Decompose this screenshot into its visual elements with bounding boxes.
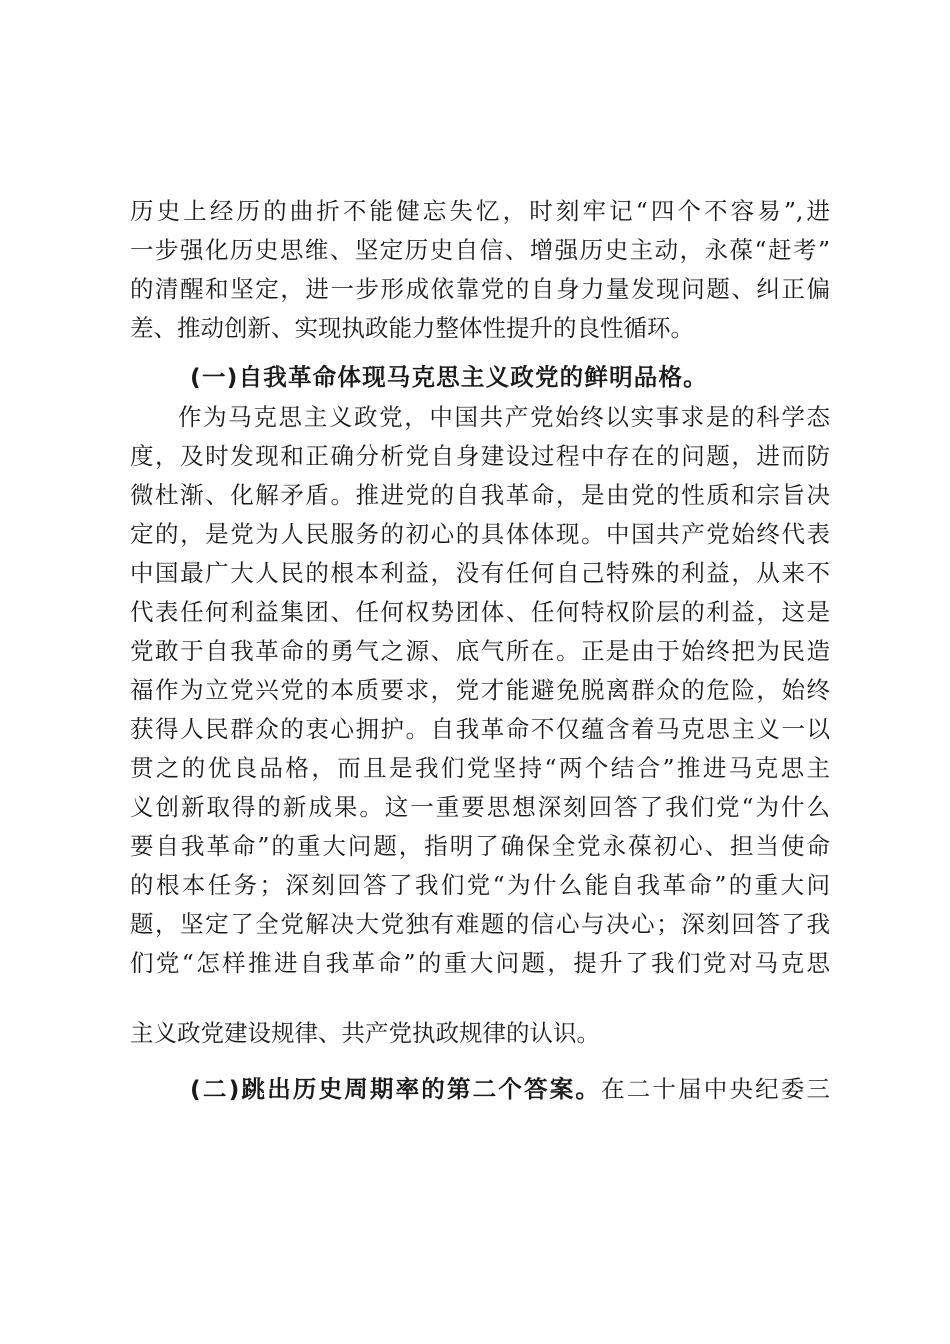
paragraph-line: 代表任何利益集团、任何权势团体、任何特权阶层的利益，这是	[130, 598, 830, 626]
paragraph-line: 定的，是党为人民服务的初心的具体体现。中国共产党始终代表	[130, 520, 830, 548]
paragraph-line: 获得人民群众的衷心拥护。自我革命不仅蕴含着马克思主义一以	[130, 715, 830, 743]
paragraph-line: 们党“怎样推进自我革命”的重大问题，提升了我们党对马克思	[130, 949, 830, 977]
paragraph-line: 义创新取得的新成果。这一重要思想深刻回答了我们党“为什么	[130, 793, 830, 821]
paragraph-line: 中国最广大人民的根本利益，没有任何自己特殊的利益，从来不	[130, 559, 830, 587]
paragraph-line: 福作为立党兴党的本质要求，党才能避免脱离群众的危险，始终	[130, 676, 830, 704]
paragraph-line: 题，坚定了全党解决大党独有难题的信心与决心；深刻回答了我	[130, 910, 830, 938]
paragraph-line: 党敢于自我革命的勇气之源、底气所在。正是由于始终把为民造	[130, 637, 830, 665]
paragraph-line: 度，及时发现和正确分析党自身建设过程中存在的问题，进而防	[130, 442, 830, 470]
paragraph-line: 贯之的优良品格，而且是我们党坚持“两个结合”推进马克思主	[130, 754, 830, 782]
section-heading-2-text: 在二十届中央纪委三	[601, 1075, 831, 1103]
paragraph-line: 历史上经历的曲折不能健忘失忆，时刻牢记“四个不容易”,进	[130, 197, 830, 225]
paragraph-line: 作为马克思主义政党，中国共产党始终以实事求是的科学态	[178, 403, 830, 431]
paragraph-line: 要自我革命”的重大问题，指明了确保全党永葆初心、担当使命	[130, 832, 830, 860]
paragraph-line: 的根本任务；深刻回答了我们党“为什么能自我革命”的重大问	[130, 871, 830, 899]
section-heading-1: (一)自我革命体现马克思主义政党的鲜明品格。	[190, 363, 708, 391]
section-heading-2-title: (二)跳出历史周期率的第二个答案。	[190, 1075, 602, 1103]
paragraph-line: 的清醒和坚定，进一步形成依靠党的自身力量发现问题、纠正偏	[130, 275, 830, 303]
paragraph-line: 微杜渐、化解矛盾。推进党的自我革命，是由党的性质和宗旨决	[130, 481, 830, 509]
paragraph-line: 一步强化历史思维、坚定历史自信、增强历史主动，永葆“赶考”	[130, 236, 830, 264]
paragraph-line: 差、推动创新、实现执政能力整体性提升的良性循环。	[130, 314, 694, 342]
paragraph-line: 主义政党建设规律、共产党执政规律的认识。	[130, 1019, 600, 1047]
section-heading-2	[190, 1074, 830, 1104]
